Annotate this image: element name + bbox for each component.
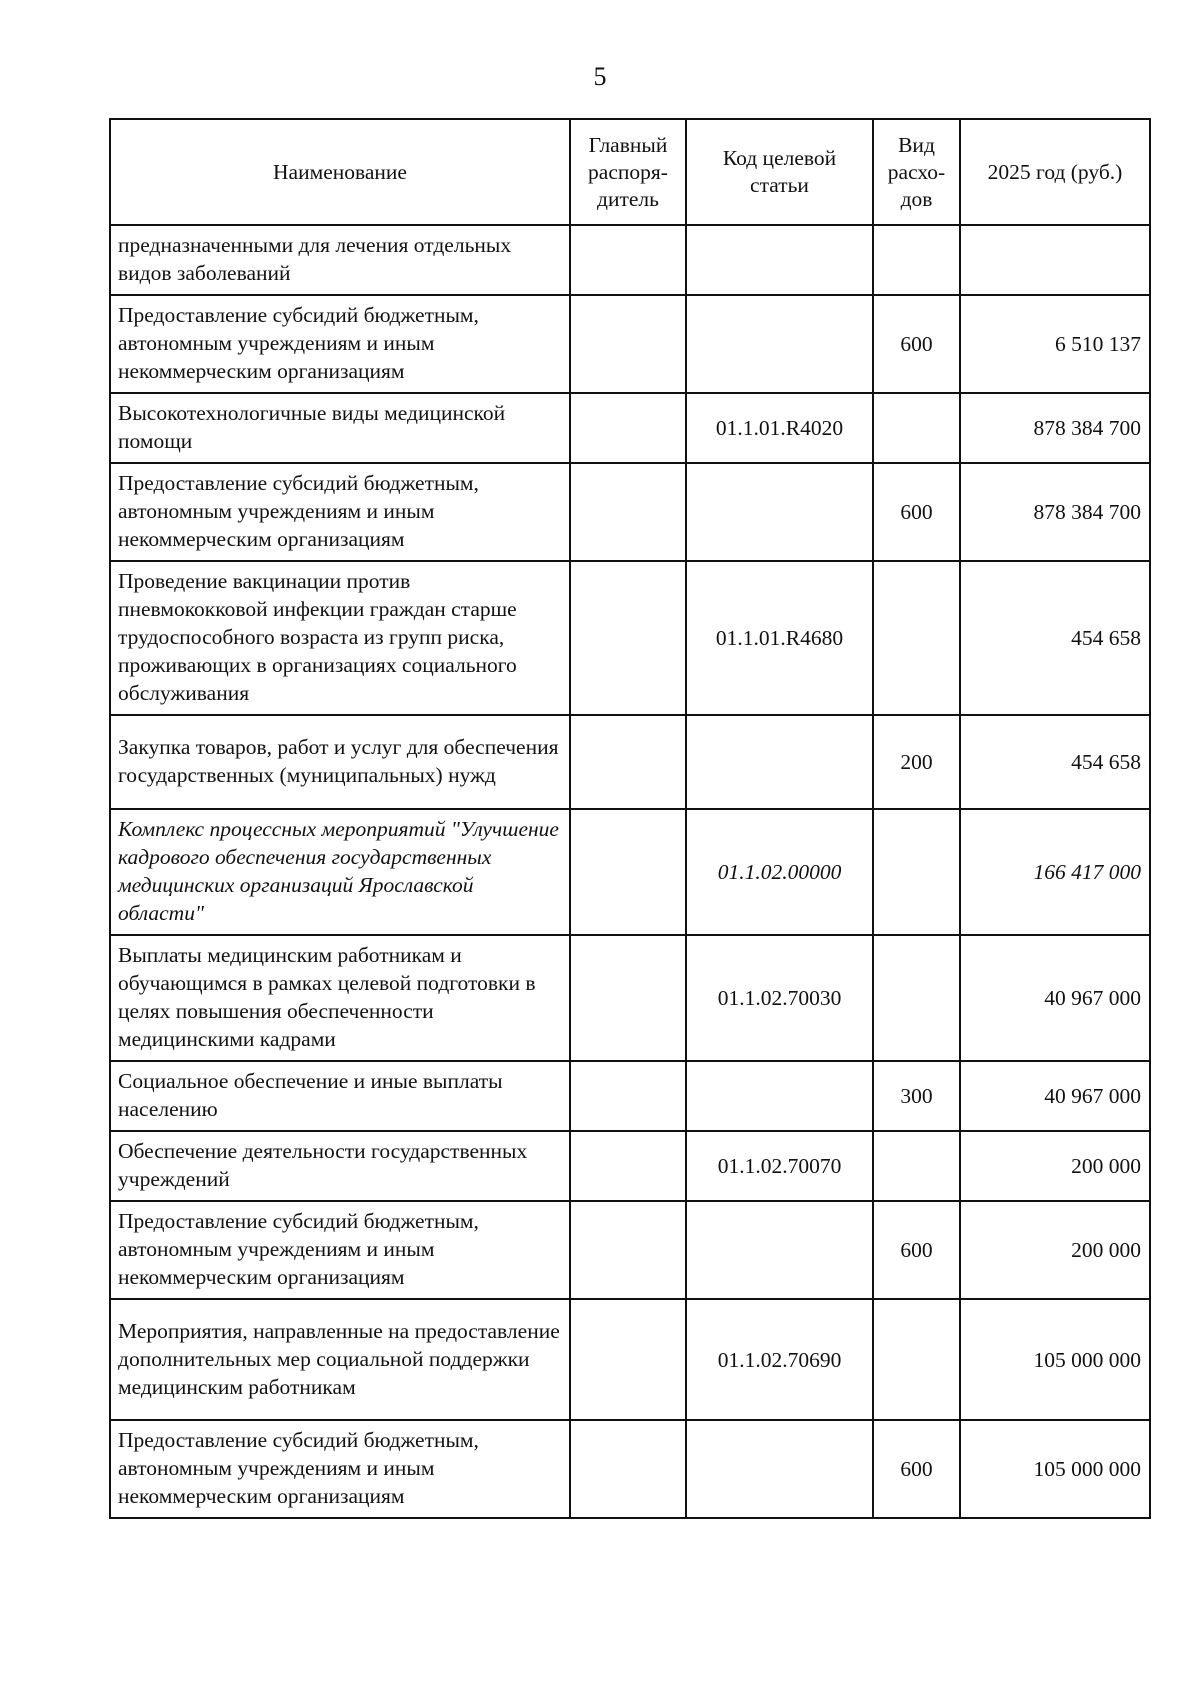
cell-code: 01.1.02.00000 bbox=[686, 809, 873, 935]
cell-code: 01.1.02.70070 bbox=[686, 1131, 873, 1201]
cell-code bbox=[686, 1201, 873, 1299]
budget-table bbox=[109, 118, 1151, 1519]
cell-main-admin bbox=[570, 1299, 686, 1420]
cell-type bbox=[873, 561, 960, 715]
table-row bbox=[110, 463, 1150, 561]
header-expense-type: Вид расхо-дов bbox=[873, 119, 960, 225]
table-row bbox=[110, 1201, 1150, 1299]
cell-amount: 454 658 bbox=[960, 715, 1150, 809]
cell-name: Высокотехнологичные виды медицинской помощи bbox=[110, 393, 570, 463]
table-row bbox=[110, 393, 1150, 463]
cell-code bbox=[686, 295, 873, 393]
table-row bbox=[110, 935, 1150, 1061]
cell-code: 01.1.02.70690 bbox=[686, 1299, 873, 1420]
table-row bbox=[110, 1131, 1150, 1201]
table-row bbox=[110, 225, 1150, 295]
cell-type: 600 bbox=[873, 463, 960, 561]
cell-type bbox=[873, 393, 960, 463]
cell-amount bbox=[960, 225, 1150, 295]
cell-name: Социальное обеспечение и иные выплаты населению bbox=[110, 1061, 570, 1131]
table-row bbox=[110, 809, 1150, 935]
page-number: 5 bbox=[593, 62, 607, 91]
cell-type bbox=[873, 809, 960, 935]
cell-code bbox=[686, 225, 873, 295]
cell-name: Комплекс процессных мероприятий "Улучшение кадрового обеспечения государственных медицинских организаций Ярославской области" bbox=[110, 809, 570, 935]
header-row bbox=[110, 119, 1150, 225]
cell-name: Предоставление субсидий бюджетным, автономным учреждениям и иным некоммерческим организациям bbox=[110, 295, 570, 393]
table-body bbox=[110, 225, 1150, 1518]
cell-amount: 878 384 700 bbox=[960, 393, 1150, 463]
cell-name: Мероприятия, направленные на предоставление дополнительных мер социальной поддержки медицинским работникам bbox=[110, 1299, 570, 1420]
cell-type bbox=[873, 935, 960, 1061]
cell-code: 01.1.01.R4680 bbox=[686, 561, 873, 715]
table-row bbox=[110, 561, 1150, 715]
table-row bbox=[110, 1420, 1150, 1518]
table-row bbox=[110, 1299, 1150, 1420]
cell-name: Проведение вакцинации против пневмококковой инфекции граждан старше трудоспособного возраста из групп риска, проживающих в организациях социального обслуживания bbox=[110, 561, 570, 715]
cell-amount: 105 000 000 bbox=[960, 1299, 1150, 1420]
cell-type: 600 bbox=[873, 1201, 960, 1299]
cell-amount: 40 967 000 bbox=[960, 1061, 1150, 1131]
cell-name: Предоставление субсидий бюджетным, автономным учреждениям и иным некоммерческим организациям bbox=[110, 463, 570, 561]
cell-name: Обеспечение деятельности государственных учреждений bbox=[110, 1131, 570, 1201]
cell-main-admin bbox=[570, 935, 686, 1061]
cell-name: Предоставление субсидий бюджетным, автономным учреждениям и иным некоммерческим организациям bbox=[110, 1420, 570, 1518]
table-row bbox=[110, 715, 1150, 809]
cell-amount: 166 417 000 bbox=[960, 809, 1150, 935]
cell-amount: 454 658 bbox=[960, 561, 1150, 715]
cell-type: 600 bbox=[873, 1420, 960, 1518]
table-header bbox=[110, 119, 1150, 225]
header-main-admin: Главный распоря-дитель bbox=[570, 119, 686, 225]
cell-amount: 200 000 bbox=[960, 1131, 1150, 1201]
cell-name: Закупка товаров, работ и услуг для обеспечения государственных (муниципальных) нужд bbox=[110, 715, 570, 809]
cell-main-admin bbox=[570, 1201, 686, 1299]
header-target-code: Код целевой статьи bbox=[686, 119, 873, 225]
header-name: Наименование bbox=[110, 119, 570, 225]
cell-code bbox=[686, 1420, 873, 1518]
cell-code bbox=[686, 1061, 873, 1131]
cell-type: 300 bbox=[873, 1061, 960, 1131]
cell-type bbox=[873, 1131, 960, 1201]
cell-main-admin bbox=[570, 393, 686, 463]
cell-type bbox=[873, 225, 960, 295]
cell-main-admin bbox=[570, 1420, 686, 1518]
cell-main-admin bbox=[570, 715, 686, 809]
cell-type: 600 bbox=[873, 295, 960, 393]
cell-main-admin bbox=[570, 809, 686, 935]
cell-amount: 40 967 000 bbox=[960, 935, 1150, 1061]
cell-main-admin bbox=[570, 463, 686, 561]
cell-main-admin bbox=[570, 225, 686, 295]
table-row bbox=[110, 1061, 1150, 1131]
cell-code: 01.1.01.R4020 bbox=[686, 393, 873, 463]
cell-code: 01.1.02.70030 bbox=[686, 935, 873, 1061]
cell-type bbox=[873, 1299, 960, 1420]
cell-type: 200 bbox=[873, 715, 960, 809]
cell-main-admin bbox=[570, 1061, 686, 1131]
cell-main-admin bbox=[570, 295, 686, 393]
cell-amount: 105 000 000 bbox=[960, 1420, 1150, 1518]
cell-main-admin bbox=[570, 561, 686, 715]
cell-name: Выплаты медицинским работникам и обучающимся в рамках целевой подготовки в целях повышения обеспеченности медицинскими кадрами bbox=[110, 935, 570, 1061]
cell-code bbox=[686, 463, 873, 561]
cell-amount: 6 510 137 bbox=[960, 295, 1150, 393]
cell-name: предназначенными для лечения отдельных видов заболеваний bbox=[110, 225, 570, 295]
cell-code bbox=[686, 715, 873, 809]
cell-name: Предоставление субсидий бюджетным, автономным учреждениям и иным некоммерческим организациям bbox=[110, 1201, 570, 1299]
cell-amount: 200 000 bbox=[960, 1201, 1150, 1299]
table-row bbox=[110, 295, 1150, 393]
header-year-2025: 2025 год (руб.) bbox=[960, 119, 1150, 225]
cell-amount: 878 384 700 bbox=[960, 463, 1150, 561]
cell-main-admin bbox=[570, 1131, 686, 1201]
